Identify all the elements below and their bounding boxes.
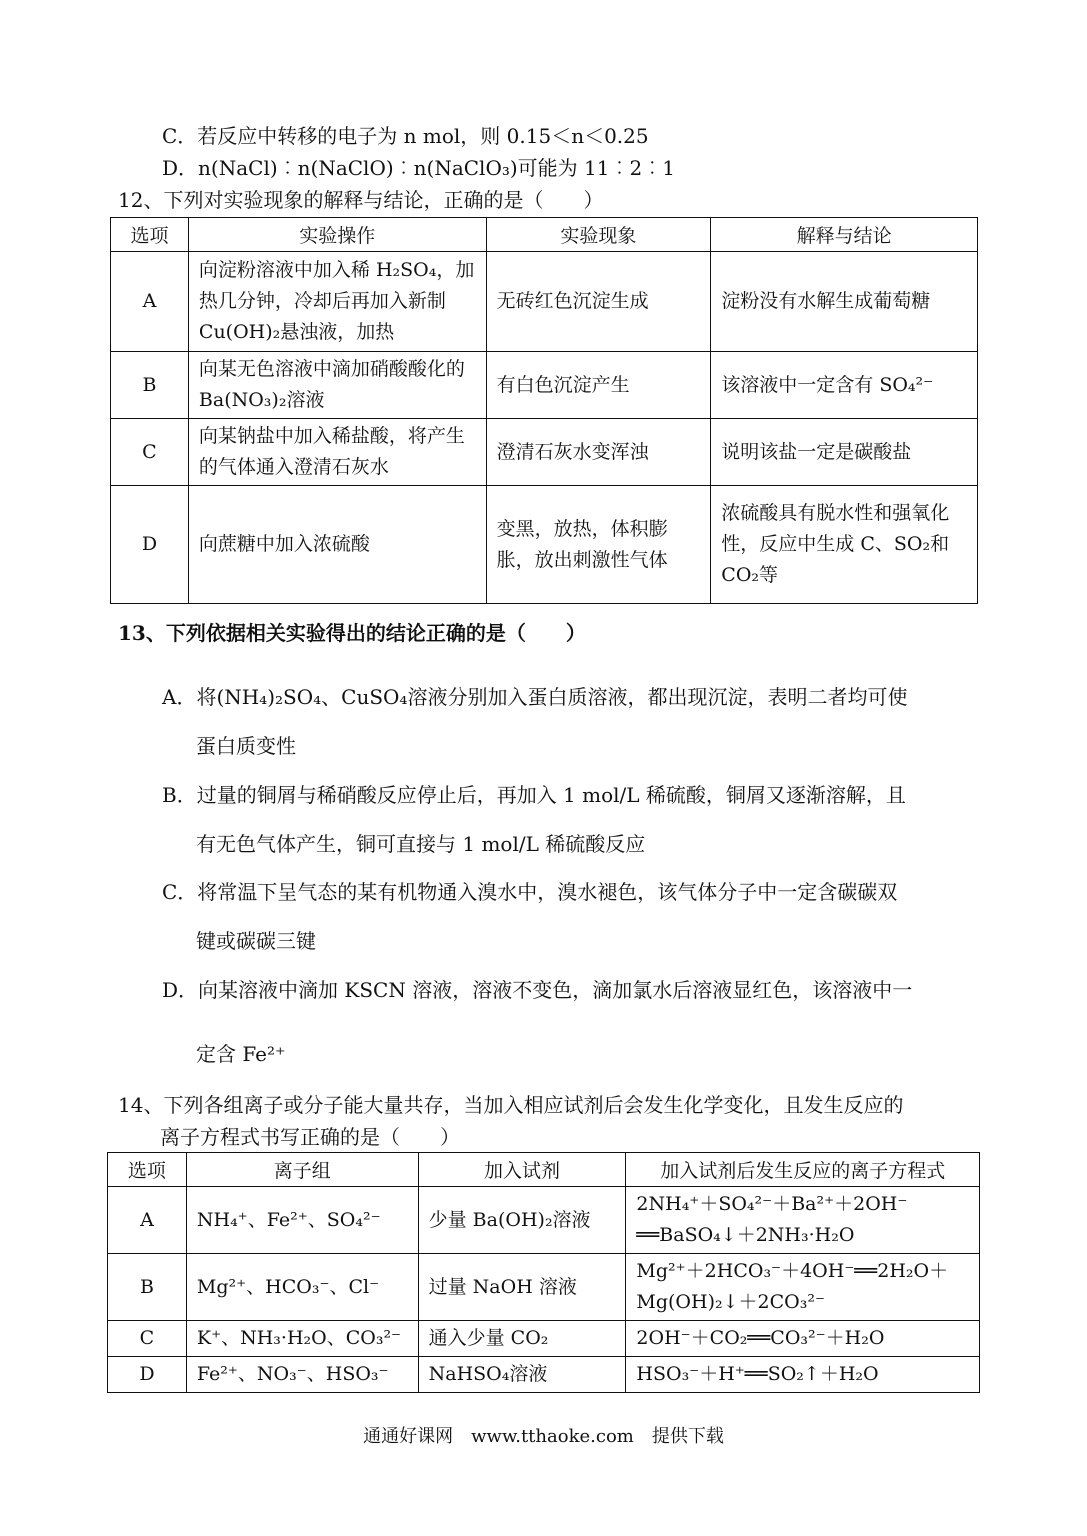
- q14-reagent: NaHSO₄溶液: [418, 1357, 626, 1393]
- q14-stem-line2: 离子方程式书写正确的是（ ）: [160, 1125, 460, 1149]
- q12-table: [110, 217, 978, 604]
- q12-conclusion: 该溶液中一定含有 SO₄²⁻: [711, 352, 978, 419]
- q12-stem: 12、下列对实验现象的解释与结论，正确的是（ ）: [118, 188, 604, 212]
- q14-header-equation: 加入试剂后发生反应的离子方程式: [626, 1153, 980, 1187]
- q12-operation: 向蔗糖中加入浓硫酸: [188, 486, 486, 604]
- q13-option-d-line1: D．向某溶液中滴加 KSCN 溶液，溶液不变色，滴加氯水后溶液显红色，该溶液中一: [162, 978, 913, 1002]
- q14-header-row: [108, 1153, 980, 1187]
- q14-ions: NH₄⁺、Fe²⁺、SO₄²⁻: [186, 1187, 418, 1254]
- q14-table: [107, 1152, 980, 1393]
- q13-option-c-line1: C．将常温下呈气态的某有机物通入溴水中，溴水褪色，该气体分子中一定含碳碳双: [162, 880, 898, 904]
- q12-phenomenon: 有白色沉淀产生: [486, 352, 711, 419]
- q14-header-ions: 离子组: [186, 1153, 418, 1187]
- table-row: [108, 1357, 980, 1393]
- q12-phenomenon: 无砖红色沉淀生成: [486, 252, 711, 352]
- q12-conclusion: 浓硫酸具有脱水性和强氧化性，反应中生成 C、SO₂和 CO₂等: [711, 486, 978, 604]
- q12-phenomenon: 变黑，放热，体积膨胀，放出刺激性气体: [486, 486, 711, 604]
- q14-option: D: [108, 1357, 187, 1393]
- q14-reagent: 通入少量 CO₂: [418, 1321, 626, 1357]
- q14-equation: 2NH₄⁺＋SO₄²⁻＋Ba²⁺＋2OH⁻ ══BaSO₄↓＋2NH₃·H₂O: [626, 1187, 980, 1254]
- q14-equation: 2OH⁻＋CO₂══CO₃²⁻＋H₂O: [626, 1321, 980, 1357]
- q13-option-d-line2: 定含 Fe²⁺: [196, 1042, 286, 1066]
- q13-option-a-line1: A．将(NH₄)₂SO₄、CuSO₄溶液分别加入蛋白质溶液，都出现沉淀，表明二者均可使: [162, 685, 908, 709]
- q14-option: C: [108, 1321, 187, 1357]
- table-row: [108, 1254, 980, 1321]
- q14-equation: Mg²⁺＋2HCO₃⁻＋4OH⁻══2H₂O＋Mg(OH)₂↓＋2CO₃²⁻: [626, 1254, 980, 1321]
- q11-option-c: C．若反应中转移的电子为 n mol，则 0.15＜n＜0.25: [162, 124, 649, 148]
- q12-option: C: [111, 419, 189, 486]
- q12-header-conclusion: 解释与结论: [711, 218, 978, 252]
- q14-equation: HSO₃⁻＋H⁺══SO₂↑＋H₂O: [626, 1357, 980, 1393]
- table-row: [111, 252, 978, 352]
- q14-header-option: 选项: [108, 1153, 187, 1187]
- q13-option-b-line1: B．过量的铜屑与稀硝酸反应停止后，再加入 1 mol/L 稀硫酸，铜屑又逐渐溶解，且: [162, 783, 906, 807]
- q12-option: D: [111, 486, 189, 604]
- q12-conclusion: 说明该盐一定是碳酸盐: [711, 419, 978, 486]
- q12-operation: 向淀粉溶液中加入稀 H₂SO₄，加热几分钟，冷却后再加入新制 Cu(OH)₂悬浊液，加热: [188, 252, 486, 352]
- table-row: [111, 419, 978, 486]
- q12-header-option: 选项: [111, 218, 189, 252]
- q12-conclusion: 淀粉没有水解生成葡萄糖: [711, 252, 978, 352]
- table-row: [108, 1321, 980, 1357]
- table-row: [108, 1187, 980, 1254]
- table-row: [111, 486, 978, 604]
- q14-ions: K⁺、NH₃·H₂O、CO₃²⁻: [186, 1321, 418, 1357]
- q12-phenomenon: 澄清石灰水变浑浊: [486, 419, 711, 486]
- q12-operation: 向某钠盐中加入稀盐酸，将产生的气体通入澄清石灰水: [188, 419, 486, 486]
- q11-option-d: D．n(NaCl)︰n(NaClO)︰n(NaClO₃)可能为 11︰2︰1: [162, 156, 675, 180]
- q14-reagent: 过量 NaOH 溶液: [418, 1254, 626, 1321]
- q14-header-reagent: 加入试剂: [418, 1153, 626, 1187]
- q14-option: B: [108, 1254, 187, 1321]
- q12-operation: 向某无色溶液中滴加硝酸酸化的 Ba(NO₃)₂溶液: [188, 352, 486, 419]
- q14-ions: Mg²⁺、HCO₃⁻、Cl⁻: [186, 1254, 418, 1321]
- q12-option: B: [111, 352, 189, 419]
- q12-header-phenomenon: 实验现象: [486, 218, 711, 252]
- q13-option-c-line2: 键或碳碳三键: [196, 929, 316, 953]
- q14-stem-line1: 14、下列各组离子或分子能大量共存，当加入相应试剂后会发生化学变化，且发生反应的: [118, 1093, 904, 1117]
- q14-option: A: [108, 1187, 187, 1254]
- footer-source: 通通好课网 www.tthaoke.com 提供下载: [363, 1426, 724, 1447]
- q13-stem: 13、下列依据相关实验得出的结论正确的是（ ）: [118, 621, 586, 645]
- q14-ions: Fe²⁺、NO₃⁻、HSO₃⁻: [186, 1357, 418, 1393]
- q12-option: A: [111, 252, 189, 352]
- q12-header-operation: 实验操作: [188, 218, 486, 252]
- table-row: [111, 352, 978, 419]
- q13-option-a-line2: 蛋白质变性: [196, 734, 296, 758]
- q13-option-b-line2: 有无色气体产生，铜可直接与 1 mol/L 稀硫酸反应: [196, 832, 646, 856]
- q14-reagent: 少量 Ba(OH)₂溶液: [418, 1187, 626, 1254]
- q12-header-row: [111, 218, 978, 252]
